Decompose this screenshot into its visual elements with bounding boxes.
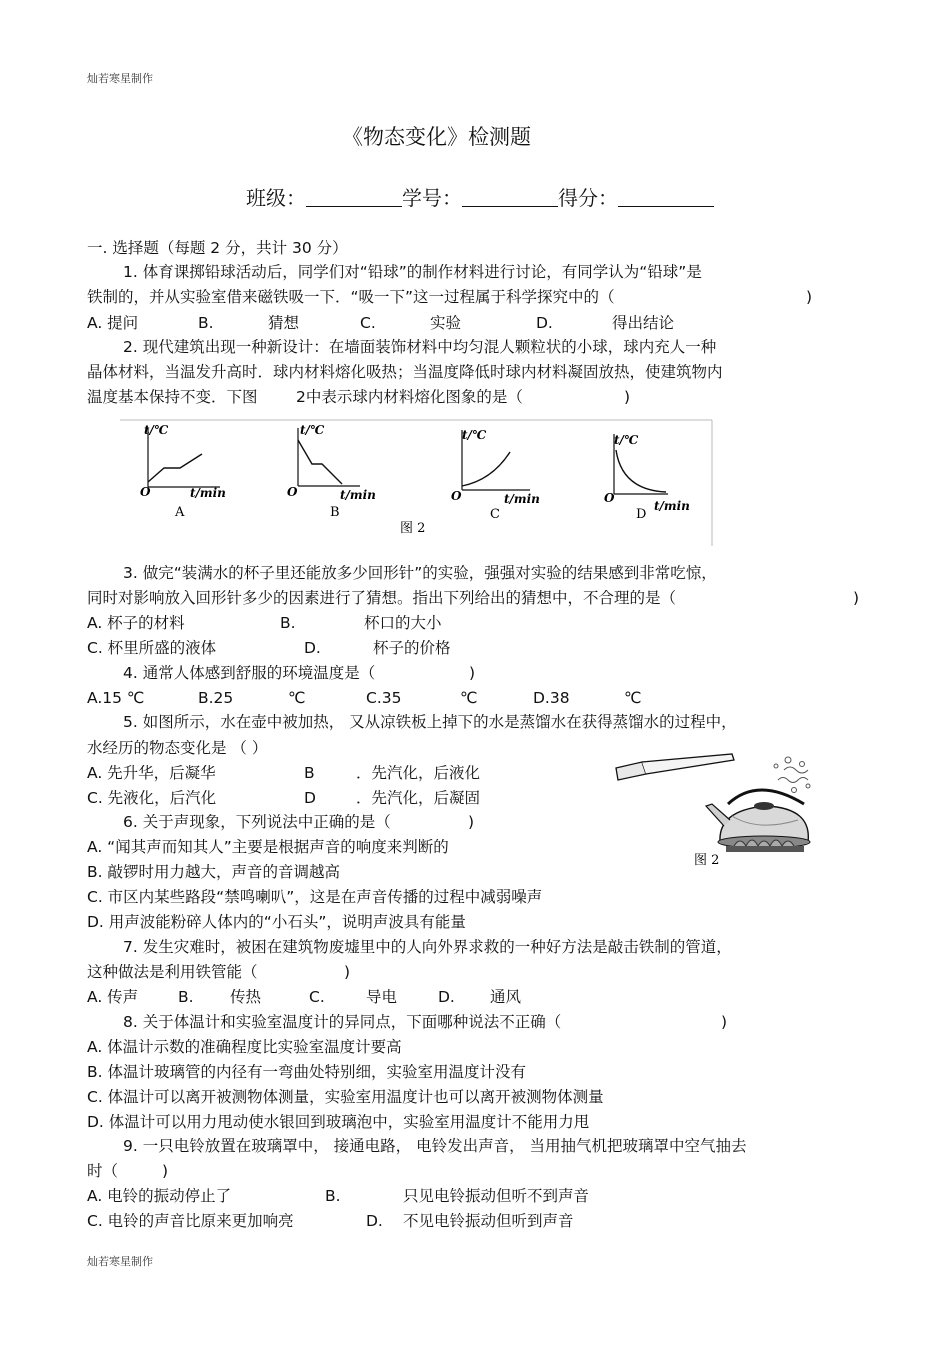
- id-blank: [462, 188, 558, 207]
- q9-option-d: 不见电铃振动但听到声音: [403, 1212, 574, 1230]
- class-blank: [306, 188, 402, 207]
- q3-line1: 3. 做完“装满水的杯子里还能放多少回形针”的实验，强强对实验的结果感到非常吃惊，: [123, 564, 717, 582]
- q9-line2: 时（: [87, 1162, 119, 1180]
- kettle-figure: [608, 746, 830, 870]
- iron-plate: [616, 754, 734, 780]
- q8-line1: 8. 关于体温计和实验室温度计的异同点，下面哪种说法不正确（: [123, 1013, 562, 1031]
- q3-option-d-letter: D.: [304, 639, 321, 657]
- graph-c-origin: O: [451, 489, 462, 503]
- q5-option-d-letter: D: [304, 789, 316, 807]
- graph-b-x-label: t/min: [340, 488, 376, 502]
- q7-line1: 7. 发生灾难时，被困在建筑物废墟里中的人向外界求救的一种好方法是敲击铁制的管道，: [123, 938, 732, 956]
- class-label: 班级：: [246, 186, 306, 210]
- graph-d-x-label: t/min: [654, 499, 690, 513]
- q4-option-a: A.15 ℃: [87, 689, 145, 707]
- graph-d-y-label: t/℃: [614, 433, 639, 447]
- q7-option-b: 传热: [230, 988, 262, 1006]
- q7-option-d: 通风: [490, 988, 522, 1006]
- graph-c: [451, 428, 540, 522]
- q9-option-d-letter: D.: [366, 1212, 383, 1230]
- graph-c-curve: [462, 452, 510, 486]
- q7-option-c-letter: C.: [309, 988, 325, 1006]
- q7-option-a: A. 传声: [87, 988, 139, 1006]
- score-label: 得分：: [558, 186, 618, 210]
- graph-d-label: D: [636, 507, 647, 522]
- q1-option-d-letter: D.: [536, 314, 553, 332]
- q1-option-b: 猜想: [268, 314, 300, 332]
- q4-option-b-unit: ℃: [288, 689, 306, 707]
- student-info-line: [246, 182, 714, 211]
- kettle-figure-caption: 图 2: [694, 853, 720, 868]
- q1-option-a: A. 提问: [87, 314, 139, 332]
- q3-option-a: A. 杯子的材料: [87, 614, 185, 632]
- q7-option-d-letter: D.: [438, 988, 455, 1006]
- q5-option-a: A. 先升华，后凝华: [87, 764, 216, 782]
- graph-a-x-label: t/min: [190, 486, 226, 500]
- page-footer: 灿若寒星制作: [87, 1255, 153, 1268]
- q1-option-c-letter: C.: [360, 314, 376, 332]
- graph-d-origin: O: [604, 491, 615, 505]
- q4-option-b: B.25: [198, 689, 234, 707]
- q8-option-c: C. 体温计可以离开被测物体测量，实验室用温度计也可以离开被测物体测量: [87, 1088, 604, 1106]
- kettle-icon: [706, 790, 810, 848]
- q2-line3b: 2中表示球内材料熔化图象的是（: [296, 388, 523, 406]
- q8-option-d: D. 体温计可以用力甩动使水银回到玻璃泡中，实验室用温度计不能用力甩: [87, 1113, 590, 1131]
- q6-option-c: C. 市区内某些路段“禁鸣喇叭”，这是在声音传播的过程中减弱噪声: [87, 888, 543, 906]
- q5-line2: 水经历的物态变化是 （ ）: [87, 739, 268, 757]
- q7-close: ): [344, 963, 351, 981]
- q8-option-b: B. 体温计玻璃管的内径有一弯曲处特别细，实验室用温度计没有: [87, 1063, 526, 1081]
- section-heading: 一. 选择题（每题 2 分，共计 30 分）: [87, 239, 348, 257]
- graph-d-curve: [616, 450, 666, 492]
- q3-option-d: 杯子的价格: [373, 639, 451, 657]
- q6-option-d: D. 用声波能粉碎人体内的“小石头”，说明声波具有能量: [87, 913, 466, 931]
- q3-close: ): [853, 589, 860, 607]
- page-header: 灿若寒星制作: [87, 72, 153, 85]
- q9-option-b-letter: B.: [325, 1187, 341, 1205]
- q1-option-b-letter: B.: [198, 314, 214, 332]
- q9-option-a: A. 电铃的振动停止了: [87, 1187, 232, 1205]
- q8-option-a: A. 体温计示数的准确程度比实验室温度计要高: [87, 1038, 402, 1056]
- graph-b-label: B: [330, 505, 340, 520]
- q7-line2: 这种做法是利用铁管能（: [87, 963, 258, 981]
- graph-b-curve: [298, 440, 342, 484]
- q9-line1: 9. 一只电铃放置在玻璃罩中， 接通电路， 电铃发出声音， 当用抽气机把玻璃罩中空气抽去: [123, 1137, 747, 1155]
- q1-option-c: 实验: [430, 314, 462, 332]
- q4-option-d-unit: ℃: [624, 689, 642, 707]
- graph-b: [287, 423, 376, 520]
- q2-close: ): [624, 388, 631, 406]
- q9-option-c: C. 电铃的声音比原来更加响亮: [87, 1212, 294, 1230]
- id-label: 学号：: [402, 186, 462, 210]
- graph-a-label: A: [175, 505, 185, 520]
- graph-c-label: C: [490, 507, 500, 522]
- q6-line1: 6. 关于声现象，下列说法中正确的是（: [123, 813, 391, 831]
- page-title: 《物态变化》检测题: [342, 125, 531, 149]
- q4-option-c-unit: ℃: [460, 689, 478, 707]
- q4-option-d: D.38: [533, 689, 570, 707]
- q5-line1: 5. 如图所示，水在壶中被加热， 又从凉铁板上掉下的水是蒸馏水在获得蒸馏水的过程中，: [123, 713, 737, 731]
- figure-2-graphs: [120, 418, 716, 546]
- q7-option-c: 导电: [366, 988, 398, 1006]
- graph-c-x-label: t/min: [504, 492, 540, 506]
- score-blank: [618, 188, 714, 207]
- q3-line2: 同时对影响放入回形针多少的因素进行了猜想。指出下列给出的猜想中，不合理的是（: [87, 589, 677, 607]
- q9-option-b: 只见电铃振动但听不到声音: [403, 1187, 590, 1205]
- graph-d: [604, 433, 690, 522]
- q5-option-b-letter: B: [304, 764, 315, 782]
- graph-a: [140, 423, 226, 520]
- q3-option-b: 杯口的大小: [364, 614, 442, 632]
- graph-c-y-label: t/℃: [462, 428, 487, 442]
- q5-option-b: ．先汽化，后液化: [356, 764, 481, 782]
- graph-b-y-label: t/℃: [300, 423, 325, 437]
- q8-close: ): [721, 1013, 728, 1031]
- q2-line3: 温度基本保持不变．下图: [87, 388, 258, 406]
- q6-close: ): [468, 813, 475, 831]
- q1-option-d: 得出结论: [612, 314, 675, 332]
- graph-b-origin: O: [287, 485, 298, 499]
- q4-option-c: C.35: [366, 689, 402, 707]
- q5-option-d: ．先汽化，后凝固: [356, 789, 481, 807]
- q2-line1: 2. 现代建筑出现一种新设计：在墙面装饰材料中均匀混人颗粒状的小球，球内充人一种: [123, 338, 717, 356]
- q1-close: ): [806, 288, 813, 306]
- q6-option-a: A. “闻其声而知其人”主要是根据声音的响度来判断的: [87, 838, 449, 856]
- figure-2-caption: 图 2: [400, 521, 426, 536]
- q1-line2: 铁制的，并从实验室借来磁铁吸一下．“吸一下”这一过程属于科学探究中的（: [87, 288, 615, 306]
- q3-option-c: C. 杯里所盛的液体: [87, 639, 217, 657]
- steam-icon: [774, 757, 810, 793]
- q4-line1: 4. 通常人体感到舒服的环境温度是（: [123, 664, 376, 682]
- q6-option-b: B. 敲锣时用力越大，声音的音调越高: [87, 863, 340, 881]
- q5-option-c: C. 先液化，后汽化: [87, 789, 217, 807]
- q9-close: ): [162, 1162, 169, 1180]
- q7-option-b-letter: B.: [178, 988, 194, 1006]
- q4-close: ): [469, 664, 476, 682]
- graph-a-y-label: t/℃: [144, 423, 169, 437]
- q3-option-b-letter: B.: [280, 614, 296, 632]
- q1-line1: 1. 体育课掷铅球活动后，同学们对“铅球”的制作材料进行讨论，有同学认为“铅球”是: [123, 263, 702, 281]
- q2-line2: 晶体材料，当温发升高时．球内材料熔化吸热；当温度降低时球内材料凝固放热，使建筑物内: [87, 363, 723, 381]
- graph-a-origin: O: [140, 485, 151, 499]
- graph-a-curve: [148, 454, 202, 482]
